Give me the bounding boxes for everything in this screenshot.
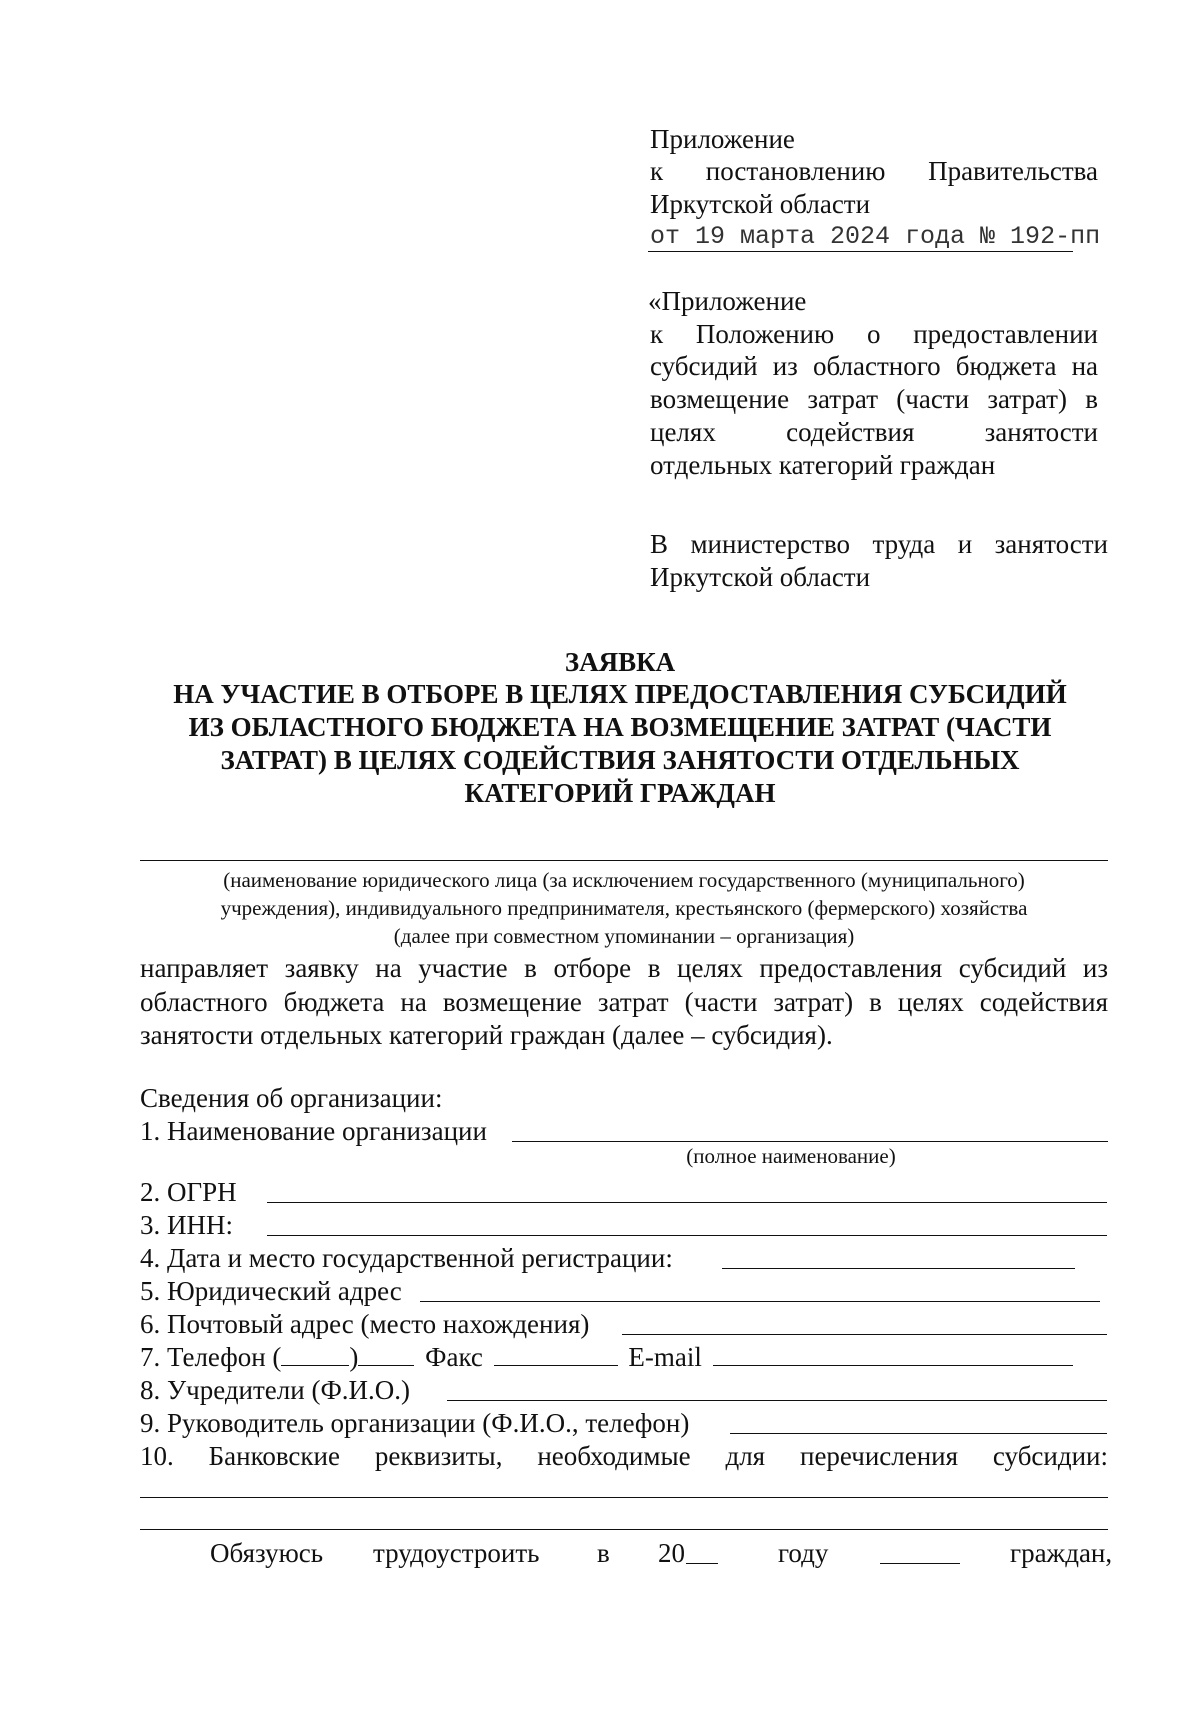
commitment-word-3: в [597, 1538, 610, 1568]
appendix2-line-5: целях содействия занятости [650, 417, 1098, 447]
commitment-word-2: трудоустроить [373, 1538, 540, 1568]
organization-caption-line-2: учреждения), индивидуального предпринимателя, крестьянского (фермерского) хозяйства [220, 896, 1028, 920]
commitment-count-input[interactable] [880, 1563, 960, 1564]
field-registration-input[interactable] [722, 1268, 1075, 1269]
field-director-input[interactable] [730, 1433, 1107, 1434]
commitment-year-input[interactable] [686, 1563, 718, 1564]
appendix-decree-line: к постановлению Правительства [650, 156, 1098, 186]
commitment-word-1: Обязуюсь [210, 1538, 324, 1568]
field-inn-input[interactable] [267, 1235, 1107, 1236]
field-contacts-row [140, 1341, 1073, 1373]
field-founders-input[interactable] [447, 1400, 1107, 1401]
field-phone-label: 7. Телефон ( [140, 1342, 282, 1372]
appendix-region-line: Иркутской области [650, 189, 871, 219]
field-registration-label: 4. Дата и место государственной регистрации: [140, 1243, 673, 1273]
appendix2-label: «Приложение [648, 286, 807, 316]
organization-caption-line-1: (наименование юридического лица (за исключением государственного (муниципального) [223, 868, 1025, 892]
commitment-year-prefix: 20 [658, 1538, 685, 1568]
field-director-label: 9. Руководитель организации (Ф.И.О., телефон) [140, 1408, 690, 1438]
field-fax-label: Факс [425, 1342, 483, 1372]
appendix-date-number: от 19 марта 2024 года № 192-пп [650, 222, 1101, 251]
addressee-line-2: Иркутской области [650, 562, 871, 592]
organization-name-field[interactable] [140, 860, 1108, 861]
field-bank-details-input-1[interactable] [140, 1497, 1108, 1498]
field-phone-code-input[interactable] [281, 1343, 349, 1366]
field-ogrn-label: 2. ОГРН [140, 1177, 237, 1207]
field-bank-details-input-2[interactable] [140, 1529, 1108, 1530]
field-legal-address-input[interactable] [420, 1301, 1100, 1302]
organization-caption-line-3: (далее при совместном упоминании – организация) [393, 924, 855, 948]
commitment-word-5: году [778, 1538, 829, 1568]
appendix-label: Приложение [650, 124, 795, 154]
field-ogrn-input[interactable] [267, 1202, 1107, 1203]
appendix2-line-6: отдельных категорий граждан [650, 450, 996, 480]
field-organization-name-label: 1. Наименование организации [140, 1116, 487, 1146]
field-postal-address-input[interactable] [622, 1334, 1107, 1335]
field-postal-address-label: 6. Почтовый адрес (место нахождения) [140, 1309, 590, 1339]
field-phone-paren: ) [349, 1342, 359, 1372]
body-line-3: занятости отдельных категорий граждан (далее – субсидия). [140, 1020, 833, 1050]
body-line-1: направляет заявку на участие в отборе в целях предоставления субсидий из [140, 953, 1108, 983]
field-phone-number-input[interactable] [358, 1343, 414, 1366]
body-line-2: областного бюджета на возмещение затрат (части затрат) в целях содействия [140, 987, 1108, 1017]
appendix-date-underline [648, 251, 1073, 252]
form-title-line-3: ИЗ ОБЛАСТНОГО БЮДЖЕТА НА ВОЗМЕЩЕНИЕ ЗАТРАТ (ЧАСТИ [188, 712, 1052, 742]
info-heading: Сведения об организации: [140, 1083, 443, 1113]
appendix2-line-2: к Положению о предоставлении [650, 319, 1098, 349]
field-email-label: E-mail [628, 1342, 702, 1372]
field-legal-address-label: 5. Юридический адрес [140, 1276, 402, 1306]
field-fax-input[interactable] [494, 1343, 618, 1366]
appendix2-line-4: возмещение затрат (части затрат) в [650, 384, 1098, 414]
field-organization-name-caption: (полное наименование) [686, 1144, 896, 1168]
field-bank-details-label: 10. Банковские реквизиты, необходимые для перечисления субсидии: [140, 1441, 1108, 1471]
appendix2-line-3: субсидий из областного бюджета на [650, 351, 1098, 381]
commitment-word-6: граждан, [1010, 1538, 1113, 1568]
form-title-line-2: НА УЧАСТИЕ В ОТБОРЕ В ЦЕЛЯХ ПРЕДОСТАВЛЕНИЯ СУБСИДИЙ [173, 679, 1067, 709]
field-founders-label: 8. Учредители (Ф.И.О.) [140, 1375, 411, 1405]
field-email-input[interactable] [713, 1343, 1073, 1366]
form-title-line-5: КАТЕГОРИЙ ГРАЖДАН [464, 778, 776, 808]
form-title: ЗАЯВКА [564, 647, 676, 677]
field-inn-label: 3. ИНН: [140, 1210, 233, 1240]
form-title-line-4: ЗАТРАТ) В ЦЕЛЯХ СОДЕЙСТВИЯ ЗАНЯТОСТИ ОТДЕЛЬНЫХ [220, 745, 1020, 775]
addressee-line-1: В министерство труда и занятости [650, 529, 1108, 559]
